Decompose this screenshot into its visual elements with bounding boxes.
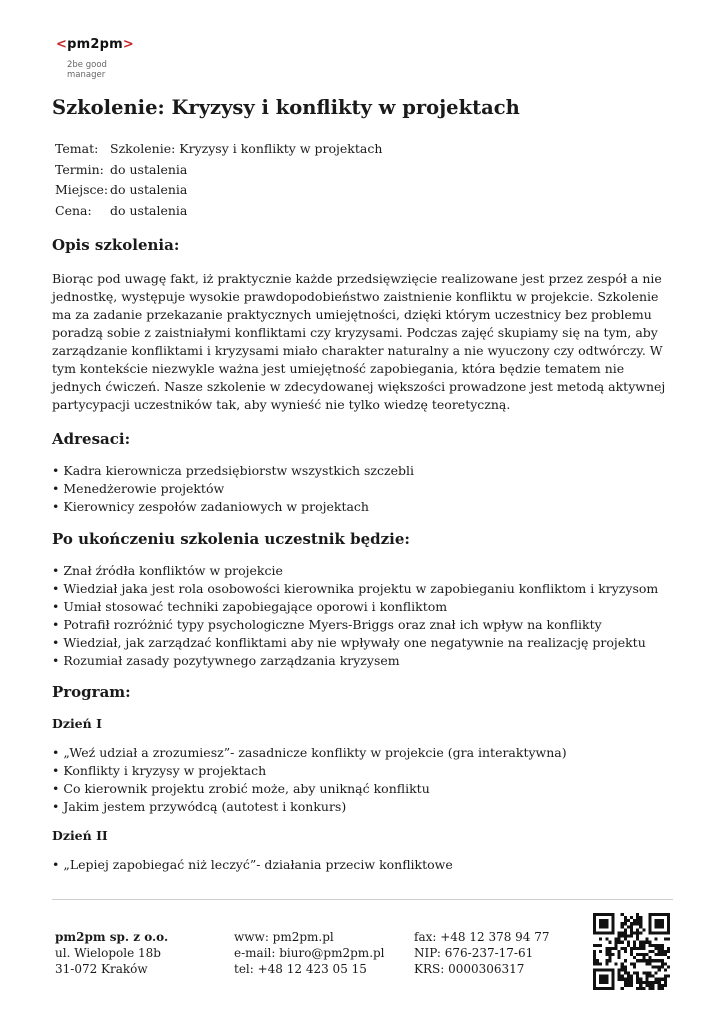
footer-krs: KRS: 0000306317 bbox=[414, 962, 525, 976]
list-item: • Konflikty i kryzysy w projektach bbox=[52, 762, 567, 780]
logo-tagline-line-2: manager bbox=[67, 70, 106, 80]
footer-company-name: pm2pm sp. z o.o. bbox=[55, 930, 169, 944]
footer-divider bbox=[52, 899, 673, 900]
logo-bracket-close: > bbox=[122, 37, 134, 52]
list-item: • Umiał stosować techniki zapobiegające oporowi i konfliktom bbox=[52, 598, 658, 616]
footer-registry-column bbox=[414, 929, 550, 977]
company-logo[interactable] bbox=[56, 37, 134, 80]
section-heading-program: Program: bbox=[52, 683, 131, 701]
day-1-list bbox=[52, 744, 567, 816]
list-item: • Kierownicy zespołów zadaniowych w projektach bbox=[52, 498, 414, 516]
training-meta-table bbox=[55, 141, 382, 223]
list-item: • Co kierownik projektu zrobić może, aby uniknąć konfliktu bbox=[52, 780, 567, 798]
list-item: • Rozumiał zasady pozytywnego zarządzania kryzysem bbox=[52, 652, 658, 670]
footer-fax: fax: +48 12 378 94 77 bbox=[414, 930, 550, 944]
list-item: • Wiedział jaka jest rola osobowości kierownika projektu w zapobieganiu konfliktom i kryzysom bbox=[52, 580, 658, 598]
day-2-list bbox=[52, 856, 453, 874]
meta-row-place bbox=[55, 182, 382, 203]
qr-code-icon[interactable] bbox=[593, 913, 670, 990]
day-1-heading: Dzień I bbox=[52, 716, 102, 731]
footer-nip: NIP: 676-237-17-61 bbox=[414, 946, 534, 960]
list-item: • Menedżerowie projektów bbox=[52, 480, 414, 498]
footer-phone: tel: +48 12 423 05 15 bbox=[234, 962, 367, 976]
description-paragraph: Biorąc pod uwagę fakt, iż praktycznie każde przedsięwzięcie realizowane jest przez zespół a nie jednostkę, występuje wysokie prawdopodobieństwo zaistnienie konfliktu w projekcie. Szkolenie ma za zadanie przekazanie praktycznych umiejętności, dzięki którym uczestnicy bez problemu poradzą sobie z zaistniałymi konfliktami czy kryzysami. Podczas zajęć skupiamy się na tym, aby zarządzanie konfliktami i kryzysami miało charakter naturalny a nie wyuczony czy odtwórczy. W tym kontekście niezwykle ważna jest umiejętność zapobiegania, która będzie tematem nie jednych ćwiczeń. Nasze szkolenie w zdecydowanej większości prowadzone jest metodą aktywnej partycypacji uczestników tak, aby wynieść nie tylko wiedzę teoretyczną. bbox=[52, 271, 666, 412]
meta-row-topic bbox=[55, 141, 382, 162]
logo-name: pm2pm bbox=[67, 37, 123, 52]
meta-label: Temat: bbox=[55, 141, 99, 156]
logo-wordmark bbox=[56, 37, 134, 52]
list-item: • Kadra kierownicza przedsiębiorstw wszystkich szczebli bbox=[52, 462, 414, 480]
footer-street: ul. Wielopole 18b bbox=[55, 946, 161, 960]
section-heading-outcomes: Po ukończeniu szkolenia uczestnik będzie: bbox=[52, 530, 410, 548]
list-item: • Jakim jestem przywódcą (autotest i konkurs) bbox=[52, 798, 567, 816]
audience-list bbox=[52, 462, 414, 516]
outcomes-list bbox=[52, 562, 658, 670]
logo-tagline bbox=[67, 60, 134, 80]
meta-row-date bbox=[55, 162, 382, 183]
meta-label: Termin: bbox=[55, 161, 104, 177]
list-item: • Znał źródła konfliktów w projekcie bbox=[52, 562, 658, 580]
meta-label: Miejsce: bbox=[55, 182, 109, 197]
meta-value: Szkolenie: Kryzysy i konflikty w projektach bbox=[110, 141, 383, 156]
footer-city: 31-072 Kraków bbox=[55, 962, 148, 976]
meta-label: Cena: bbox=[55, 202, 92, 218]
list-item: • Wiedział, jak zarządzać konfliktami aby nie wpływały one negatywnie na realizację projektu bbox=[52, 634, 658, 652]
list-item: • „Lepiej zapobiegać niż leczyć”- działania przeciw konfliktowe bbox=[52, 856, 453, 874]
footer-website-link[interactable]: www: pm2pm.pl bbox=[234, 930, 334, 944]
page-title: Szkolenie: Kryzysy i konflikty w projektach bbox=[52, 96, 520, 119]
meta-value: do ustalenia bbox=[110, 182, 188, 197]
meta-value: do ustalenia bbox=[110, 161, 188, 177]
meta-value: do ustalenia bbox=[110, 202, 188, 218]
section-heading-description: Opis szkolenia: bbox=[52, 236, 180, 254]
section-heading-audience: Adresaci: bbox=[52, 430, 131, 448]
footer-email-link[interactable]: e-mail: biuro@pm2pm.pl bbox=[234, 946, 385, 960]
meta-row-price bbox=[55, 203, 382, 224]
logo-bracket-open: < bbox=[56, 37, 68, 52]
logo-tagline-line-1: 2be good bbox=[67, 60, 107, 70]
footer-contact-column bbox=[234, 929, 385, 977]
footer-company-column bbox=[55, 929, 168, 977]
list-item: • Potrafił rozróżnić typy psychologiczne Myers-Briggs oraz znał ich wpływ na konflikty bbox=[52, 616, 658, 634]
day-2-heading: Dzień II bbox=[52, 828, 108, 843]
list-item: • „Weź udział a zrozumiesz”- zasadnicze konflikty w projekcie (gra interaktywna) bbox=[52, 744, 567, 762]
